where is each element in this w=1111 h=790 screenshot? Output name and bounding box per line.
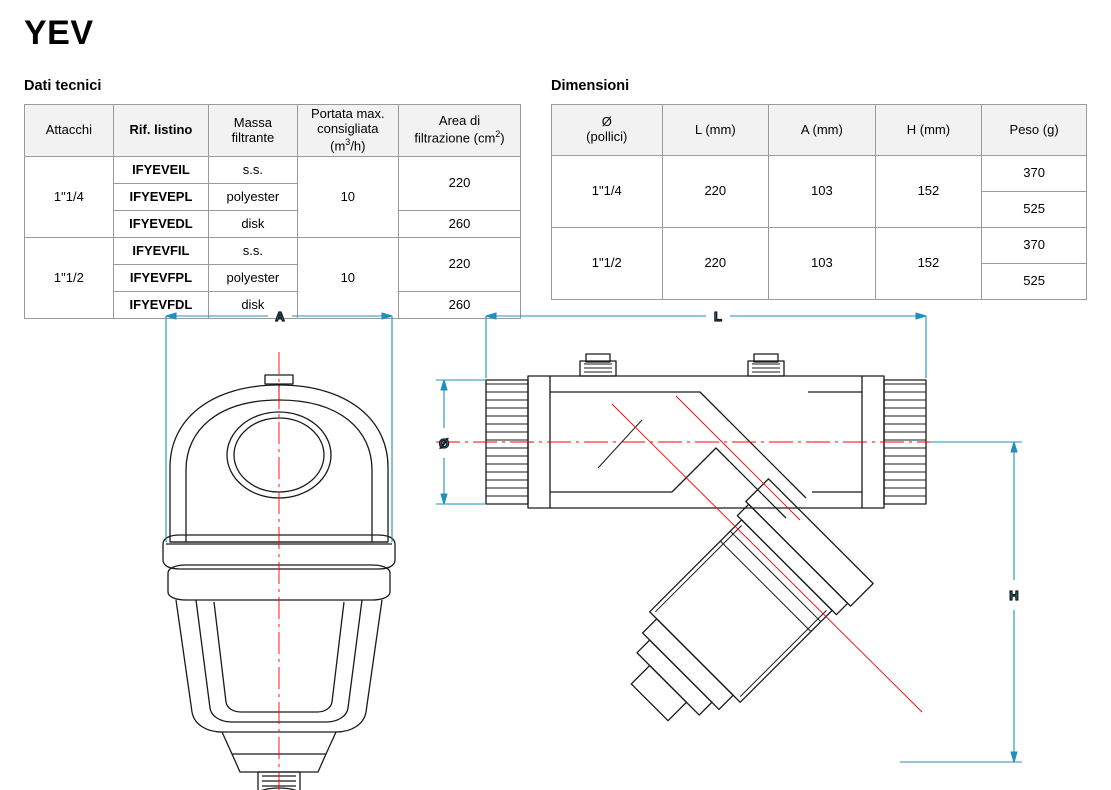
cell-l: 220	[662, 228, 769, 300]
cell-attacchi: 1"1/2	[25, 238, 114, 319]
drawing-svg	[0, 292, 1111, 790]
label-diameter: Ø	[438, 436, 450, 451]
cell-diameter: 1"1/4	[552, 156, 663, 228]
label-h: H	[1009, 588, 1019, 603]
col-area-filtrazione	[399, 105, 521, 157]
col-l: L (mm)	[662, 105, 769, 156]
cell-rif: IFYEVFPL	[113, 265, 208, 292]
cell-massa: polyester	[209, 184, 297, 211]
cell-area: 220	[399, 157, 521, 211]
cell-diameter: 1"1/2	[552, 228, 663, 300]
section-view-drawing	[486, 354, 926, 790]
cell-a: 103	[769, 228, 876, 300]
page-title: YEV	[24, 14, 94, 52]
cell-h: 152	[875, 156, 982, 228]
col-massa-filtrante	[209, 105, 297, 157]
cell-area: 220	[399, 238, 521, 292]
cell-massa: s.s.	[209, 157, 297, 184]
col-rif-listino: Rif. listino	[113, 105, 208, 157]
cell-rif: IFYEVEPL	[113, 184, 208, 211]
technical-drawings	[0, 292, 1111, 790]
cell-massa: s.s.	[209, 238, 297, 265]
cell-peso: 525	[982, 192, 1087, 228]
cell-massa: disk	[209, 211, 297, 238]
col-attacchi: Attacchi	[25, 105, 114, 157]
col-diameter-line2: (pollici)	[586, 129, 628, 144]
cell-area: 260	[399, 211, 521, 238]
col-area-exponent: 2	[495, 129, 501, 140]
cell-portata: 10	[297, 238, 398, 319]
col-diameter	[552, 105, 663, 156]
col-portata-line3-pre: (m	[330, 138, 346, 154]
col-massa-line1: Massa	[233, 114, 273, 130]
dimensions-section-heading: Dimensioni	[551, 78, 630, 94]
col-h: H (mm)	[875, 105, 982, 156]
cell-massa: disk	[209, 292, 297, 319]
col-portata-line3-post: /h)	[350, 138, 366, 154]
cell-area: 260	[399, 292, 521, 319]
cell-rif: IFYEVFIL	[113, 238, 208, 265]
table-row	[25, 238, 521, 265]
col-area-line2-pre: filtrazione (cm	[414, 130, 496, 146]
label-l: L	[714, 309, 722, 324]
cell-massa: polyester	[209, 265, 297, 292]
cell-l: 220	[662, 156, 769, 228]
col-area-line2-post: )	[500, 130, 505, 146]
col-portata-line1: Portata max.	[310, 106, 385, 121]
dimension-h	[900, 442, 1022, 762]
cell-portata: 10	[297, 157, 398, 238]
cell-h: 152	[875, 228, 982, 300]
label-a: A	[275, 309, 285, 324]
table-row	[25, 157, 521, 184]
col-area-line1: Area di	[438, 113, 481, 129]
col-massa-line2: filtrante	[231, 129, 275, 145]
cell-rif: IFYEVEIL	[113, 157, 208, 184]
cell-rif: IFYEVEDL	[113, 211, 208, 238]
cell-attacchi: 1"1/4	[25, 157, 114, 238]
dimension-l	[486, 313, 926, 378]
table-header-row	[25, 105, 521, 157]
table-row	[552, 156, 1087, 192]
cell-a: 103	[769, 156, 876, 228]
cell-peso: 370	[982, 156, 1087, 192]
cell-rif: IFYEVFDL	[113, 292, 208, 319]
table-row	[552, 228, 1087, 264]
col-peso: Peso (g)	[982, 105, 1087, 156]
cell-peso: 370	[982, 228, 1087, 264]
col-portata-line2: consigliata	[317, 120, 379, 136]
dimensions-table	[551, 104, 1087, 300]
col-diameter-line1: Ø	[601, 114, 612, 130]
col-a: A (mm)	[769, 105, 876, 156]
col-portata-exponent: 3	[345, 136, 351, 147]
table-header-row	[552, 105, 1087, 156]
cell-peso: 525	[982, 264, 1087, 300]
tech-section-heading: Dati tecnici	[24, 78, 102, 94]
col-portata	[297, 105, 398, 157]
technical-data-table	[24, 104, 521, 319]
